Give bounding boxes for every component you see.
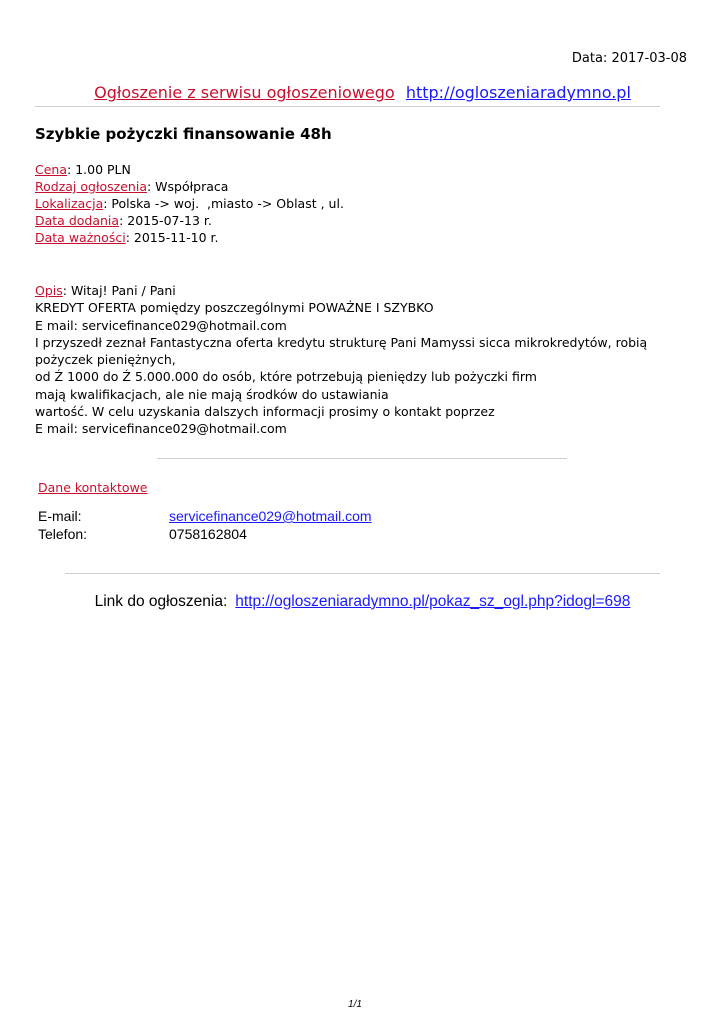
field-added-date-label: Data dodania — [35, 213, 120, 228]
description-line: E mail: servicefinance029@hotmail.com — [35, 421, 287, 437]
field-price-label: Cena — [35, 162, 68, 177]
ad-description — [35, 282, 675, 438]
contact-phone-row — [38, 526, 247, 542]
source-label-link[interactable]: Ogłoszenie z serwisu ogłoszeniowego — [94, 83, 395, 102]
description-line: pożyczek pieniężnych, — [35, 352, 176, 368]
header-divider — [35, 106, 660, 107]
description-line: mają kwalifikacjach, ale nie mają środków do ustawiania — [35, 386, 389, 402]
field-type — [35, 178, 228, 195]
ad-title: Szybkie pożyczki finansowanie 48h — [35, 125, 332, 143]
field-added-date-value: : 2015-07-13 r. — [119, 213, 212, 228]
description-line: E mail: servicefinance029@hotmail.com — [35, 317, 287, 333]
ad-link-label: Link do ogłoszenia: — [94, 593, 228, 610]
field-expiry-date-value: : 2015-11-10 r. — [125, 230, 219, 245]
contact-email-link[interactable]: servicefinance029@hotmail.com — [169, 508, 372, 524]
source-url-link[interactable]: http://ogloszeniaradymno.pl — [405, 83, 631, 102]
contact-phone-value: 0758162804 — [169, 526, 247, 542]
field-price-value: : 1.00 PLN — [67, 162, 131, 177]
field-type-label: Rodzaj ogłoszenia — [35, 179, 147, 194]
field-location — [35, 195, 344, 212]
field-location-value: : Polska -> woj. ,miasto -> Oblast , ul. — [103, 196, 344, 211]
contact-divider — [65, 573, 660, 574]
description-line: wartość. W celu uzyskania dalszych informacji prosimy o kontakt poprzez — [35, 404, 495, 420]
description-greeting: : Witaj! Pani / Pani — [62, 283, 176, 298]
field-added-date — [35, 212, 212, 229]
field-expiry-date — [35, 229, 218, 246]
field-price — [35, 161, 131, 178]
field-location-label: Lokalizacja — [35, 196, 104, 211]
description-line: I przyszedł zeznał Fantastyczna oferta kredytu strukturę Pani Mamyssi sicca mikrokredytów, robią — [35, 334, 648, 350]
document-date: Data: 2017-03-08 — [571, 51, 687, 66]
contact-email-label: E-mail: — [38, 508, 82, 524]
description-first-line — [35, 282, 675, 299]
source-header — [0, 83, 725, 102]
page-number: 1/1 — [348, 999, 362, 1010]
description-label: Opis — [35, 283, 63, 298]
ad-link-url[interactable]: http://ogloszeniaradymno.pl/pokaz_sz_ogl.php?idogl=698 — [235, 593, 631, 610]
field-expiry-date-label: Data ważności — [35, 230, 126, 245]
description-line: KREDYT OFERTA pomiędzy poszczególnymi POWAŻNE I SZYBKO — [35, 300, 434, 316]
contact-email-row — [38, 508, 372, 524]
ad-link-line — [0, 593, 725, 611]
description-divider — [157, 458, 567, 459]
description-line: od Ź 1000 do Ź 5.000.000 do osób, które potrzebują pieniędzy lub pożyczki firm — [35, 369, 537, 385]
contact-heading-link[interactable]: Dane kontaktowe — [38, 480, 148, 495]
field-type-value: : Współpraca — [146, 179, 229, 194]
contact-phone-label: Telefon: — [38, 526, 88, 542]
